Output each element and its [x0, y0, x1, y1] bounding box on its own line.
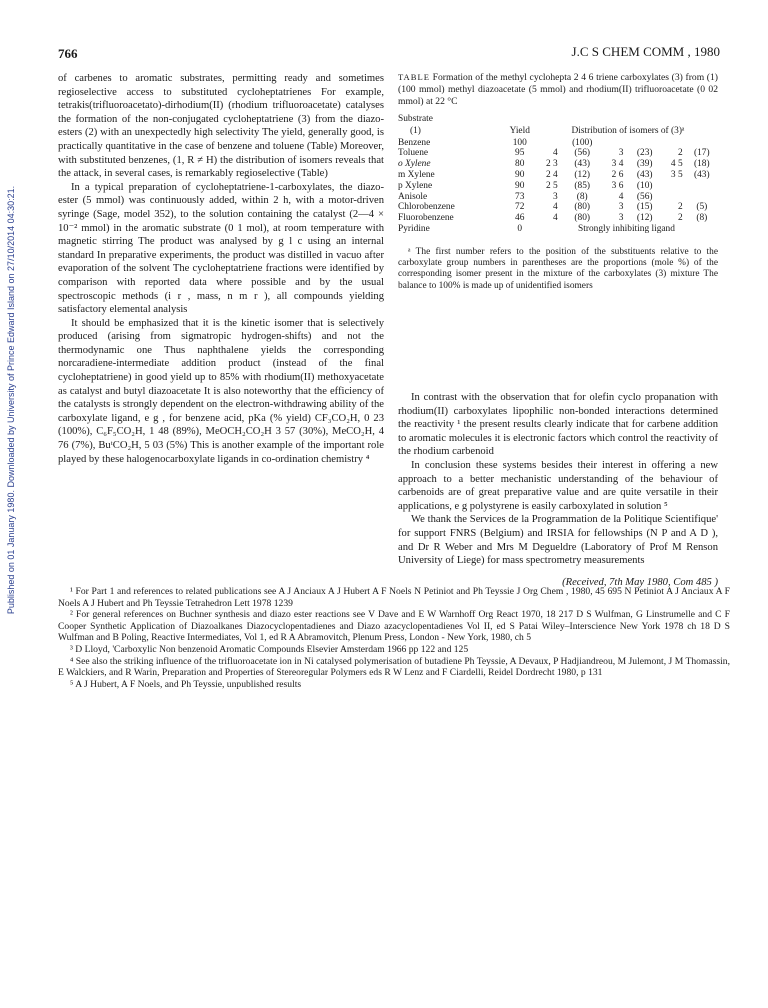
- reference-item: ³ D Lloyd, 'Carboxylic Non benzenoid Aromatic Compounds Elsevier Amsterdam 1966 pp 122 and 125: [70, 643, 469, 655]
- cell-yield: 100: [512, 137, 527, 148]
- cell-yield: 46: [515, 213, 525, 224]
- cell-proportion: (5): [696, 202, 708, 213]
- cell-proportion: (80): [574, 213, 591, 224]
- table-row: [398, 213, 718, 224]
- header-yield: Yield: [509, 125, 530, 136]
- cell-proportion: [686, 192, 718, 203]
- cell-yield: 95: [515, 148, 525, 159]
- cell-substrate: Toluene: [398, 148, 429, 159]
- cell-yield: 90: [515, 169, 525, 180]
- cell-position: 3: [552, 191, 558, 202]
- cell-position: 2 3: [545, 159, 558, 170]
- table-header-row: [398, 126, 718, 138]
- paragraph: In contrast with the observation that for olefin cyclo propanation with rhodium(II) carboxylates lipophilic non-bonded interactions determined the reactivity ¹ the present results clearly indicate that for carbene addition to aromatic molecules it is electronic factors which control the reactivity of the rhodium carbenoid: [398, 392, 718, 458]
- cell-position: 4: [552, 213, 558, 224]
- paragraph: In a typical preparation of cycloheptatriene-1-carboxylates, the diazo-ester (5 mmol) was continuously added, within 2 h, with a motor-driven syringe (Sage, model 352), to the solution containing the catalyst (2—4 × 10⁻² mmol) in the aromatic substrate (0 1 mol), at room temperature with magnetic stirring The product was analysed by g l c using an internal standard In preparative experiments, the product was distilled in vacuo after evaporation of the solvent The cycloheptatriene fractions were identified by comparison with reported data where possible and by the usual spectroscopic methods (i r , mass, n m r ), all compounds yielding satisfactory elemental analysis: [58, 181, 384, 316]
- table-row: [398, 192, 718, 203]
- cell-position: 2 4: [545, 169, 558, 180]
- paragraph: of carbenes to aromatic substrates, permitting ready and sometimes regioselective access to substituted cycloheptatrienes For example, tetrakis(trifluoroacetato)-dirhodium(II) (rhodium trifluoroacetate) catalyses the formation of the non-conjugated cycloheptatriene (3) from the diazo-esters (2) with an unexpectedly high selectivity The yield, generally good, is practically quantitative in the case of benzene and toluene (Table) Moreover, with substituted benzenes, (1, R ≠ H) the distribution of isomers reveals that the attack, in several cases, is remarkably regioselective (Table): [58, 73, 384, 180]
- cell-position: 3 5: [670, 169, 683, 180]
- cell-position: 3: [618, 148, 624, 159]
- cell-position: 4: [552, 202, 558, 213]
- cell-proportion: (23): [636, 148, 653, 159]
- table-footnote: ᵃ The first number refers to the position of the substituents relative to the carboxylate group numbers in parentheses are the proportions (mole %) of the corresponding isomer present in the mixture of the carboxylates (3) mixture The balance to 100% is made up of unidentified isomers: [398, 247, 718, 291]
- cell-position: [663, 181, 686, 192]
- cell-proportion: [686, 181, 718, 192]
- cell-position: 4: [552, 148, 558, 159]
- cell-substrate: Chlorobenzene: [398, 202, 455, 213]
- cell-yield: 90: [515, 180, 525, 191]
- cell-proportion: (15): [636, 202, 653, 213]
- cell-substrate: Fluorobenzene: [398, 213, 454, 224]
- cell-proportion: (100): [572, 137, 593, 148]
- cell-yield: 72: [515, 202, 525, 213]
- reference-item: ⁵ A J Hubert, A F Noels, and Ph Teyssie, unpublished results: [70, 678, 302, 690]
- cell-proportion: (85): [574, 180, 591, 191]
- cell-position: 2 6: [611, 169, 624, 180]
- cell-substrate: p Xylene: [398, 180, 433, 191]
- download-watermark-text: Published on 01 January 1980. Downloaded by University of Prince Edward Island on 27/10/2014 04:30:21.: [6, 185, 16, 615]
- table-row: [398, 138, 718, 149]
- cell-proportion: (43): [636, 169, 653, 180]
- table-caption-text: Formation of the methyl cyclohepta 2 4 6 triene carboxylates (3) from (1) (100 mmol) methyl diazoacetate (5 mmol) and rhodium(II) trifluoroacetate (0 02 mmol) at 22 °C: [398, 72, 718, 107]
- header-compound: (1): [410, 125, 421, 136]
- cell-position: 4 5: [670, 159, 683, 170]
- table-row: [398, 181, 718, 192]
- reference-item: ¹ For Part 1 and references to related publications see A J Anciaux A J Hubert A F Noels N Petiniot and Ph Teyssie J Org Chem , 1980, 45 695 N Petiniot A J Anciaux A F Noels A J Hubert and Ph Teyssie Tetrahedron Lett 1978 1239: [58, 586, 730, 609]
- cell-position: 2 5: [545, 180, 558, 191]
- cell-position: 2: [677, 202, 683, 213]
- header-substrate: Substrate: [398, 114, 433, 124]
- cell-substrate: o Xylene: [398, 159, 431, 170]
- cell-proportion: (17): [694, 148, 710, 159]
- cell-position: [663, 138, 686, 149]
- cell-note: Strongly inhibiting ligand: [578, 223, 675, 234]
- journal-header: J.C S CHEM COMM , 1980: [571, 44, 720, 59]
- left-column: [58, 72, 384, 466]
- cell-proportion: (56): [574, 148, 591, 159]
- paragraph: We thank the Services de la Programmation de la Politique Scientifique' for support FNRS (Belgium) and IRSIA for fellowships (N P and A D ), and Dr R Weber and Mrs M Degueldre (Laboratory of Prof M Renson University of Liege) for mass spectrometry measurements: [398, 514, 718, 567]
- cell-position: [663, 192, 686, 203]
- cell-proportion: (43): [574, 159, 591, 170]
- cell-proportion: (10): [636, 180, 653, 191]
- paragraph: In conclusion these systems besides their interest in offering a new approach to a better mechanistic understanding of the behaviour of carbenoids are of great preparative value and are quite versatile in their applications, e g polystyrene is easily carboxylated in solution ⁵: [398, 459, 718, 512]
- table-label: TABLE: [398, 72, 430, 82]
- table-caption: [398, 72, 718, 107]
- page-number: 766: [58, 46, 78, 61]
- table-header-row: [398, 114, 718, 126]
- cell-yield: 73: [515, 191, 525, 202]
- cell-proportion: (18): [694, 159, 710, 170]
- reference-item: ⁴ See also the striking influence of the trifluoroacetate ion in Ni catalysed polymerisation of butadiene Ph Teyssie, A Devaux, P Hadjiandreou, M Julemont, J M Thomassin, E Walckiers, and R Warin, Preparation and Properties of Stereoregular Polymers eds R W Lenz and F Ciardelli, Reidel Dordrecht 1980, p 131: [58, 655, 730, 679]
- cell-position: 3: [618, 202, 624, 213]
- cell-proportion: (8): [696, 213, 708, 224]
- cell-proportion: (56): [636, 191, 653, 202]
- reference-item: ² For general references on Buchner synthesis and diazo ester reactions see V Dave and E W Warnhoff Org React 1970, 18 217 D S Wulfman, G Linstrumelle and C F Cooper Synthetic Application of Diazoalkanes Diazocyclopentadienes and Diazo azacyclopentadienes Vol II, ed S Patai Wiley–Interscience New York 1978 ch 18 D S Wulfman and B Poling, Reactive Intermediates, Vol 1, ed R A Abramovitch, Plenum Press, London - New York, 1980, ch 5: [58, 609, 730, 644]
- cell-proportion: [686, 138, 718, 149]
- cell-yield: 0: [517, 223, 523, 234]
- cell-proportion: (8): [576, 191, 588, 202]
- table-row: [398, 170, 718, 181]
- table-row: [398, 202, 718, 213]
- cell-position: 2: [677, 148, 683, 159]
- references: [58, 586, 730, 690]
- cell-position: [538, 138, 561, 149]
- cell-substrate: Anisole: [398, 191, 428, 202]
- cell-proportion: (80): [574, 202, 591, 213]
- cell-position: 2: [677, 213, 683, 224]
- cell-substrate: m Xylene: [398, 169, 435, 180]
- paragraph: It should be emphasized that it is the kinetic isomer that is selectively produced (arising from sigmatropic hydrogen-shifts) and not the thermodynamic one Thus naphthalene yields the corresponding norcaradiene-intermediate addition product (instead of the final cycloheptatriene) in good yield up to 85% with rhodium(II) methoxyacetate as catalyst and butyl diazoacetate It is also noteworthy that the efficiency of the catalysts is strongly dependent on the electron-withdrawing ability of the carboxylate ligand, e g , for benzene acid, pKa (% yield) CF₃CO₂H, 0 23 (100%), C₆F₅CO₂H, 1 48 (89%), MeOCH₂CO₂H 3 57 (30%), MeCO₂H, 4 76 (7%), BuᵗCO₂H, 5 03 (5%) This is another example of the important role played by these halogenocarboxylate ligands in co-ordination chemistry ⁴: [58, 317, 384, 465]
- cell-proportion: (39): [636, 159, 653, 170]
- table-row: [398, 159, 718, 170]
- table-row: [398, 148, 718, 159]
- cell-position: 3 4: [611, 159, 624, 170]
- cell-substrate: Benzene: [398, 137, 431, 148]
- cell-position: 3: [618, 213, 624, 224]
- cell-position: [604, 138, 627, 149]
- cell-position: 3 6: [611, 180, 624, 191]
- cell-proportion: (43): [694, 169, 710, 180]
- right-column: [398, 391, 718, 589]
- cell-proportion: (12): [574, 169, 591, 180]
- isomer-table: [398, 114, 718, 235]
- cell-proportion: (12): [636, 213, 653, 224]
- download-watermark: [4, 150, 18, 650]
- cell-substrate: Pyridine: [398, 223, 430, 234]
- table-row: [398, 224, 718, 235]
- received-date: (Received, 7th May 1980, Com 485 ): [562, 576, 718, 588]
- cell-proportion: [626, 138, 663, 149]
- cell-position: 4: [618, 191, 624, 202]
- cell-yield: 80: [515, 159, 525, 170]
- header-distribution: Distribution of isomers of (3)ᵃ: [571, 125, 685, 136]
